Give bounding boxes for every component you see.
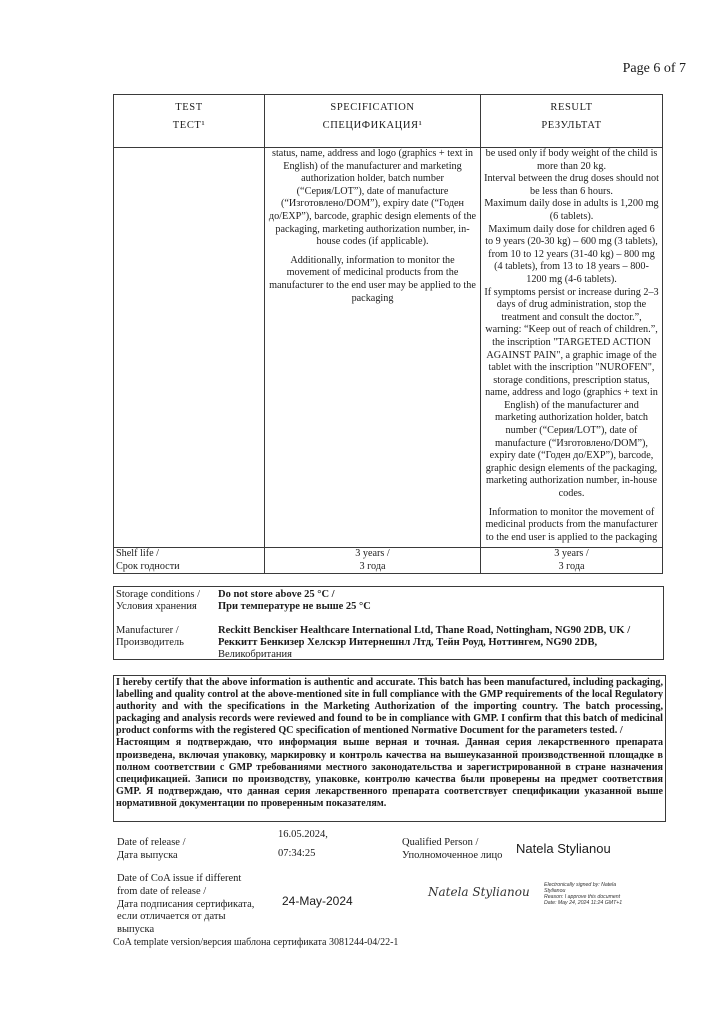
shelf-life-spec	[265, 548, 481, 574]
manufacturer-value-en: Reckitt Benckiser Healthcare International Ltd, Thane Road, Nottingham, NG90 2DB, UK /	[218, 625, 631, 636]
shelf-life-label	[114, 548, 265, 574]
release-label-ru: Дата выпуска	[117, 850, 178, 861]
page-number: Page 6 of 7	[622, 61, 686, 76]
specification-text-2: Additionally, information to monitor the movement of medicinal products from the manufacturer to the end user may be applied to the packaging	[269, 254, 476, 304]
electronic-signature: Natela Stylianou	[428, 885, 530, 899]
shelf-life-result-ru: 3 года	[558, 560, 585, 572]
header-specification	[265, 95, 481, 148]
header-specification-ru: СПЕЦИФИКАЦИЯ¹	[322, 120, 423, 131]
table-row-shelf-life	[114, 548, 663, 574]
certification-statement	[113, 675, 666, 822]
header-test-ru: ТЕСТ¹	[172, 120, 206, 131]
template-version-footer: CoA template version/версия шаблона сертификата 3081244-04/22-1	[113, 937, 399, 948]
header-specification-en: SPECIFICATION	[330, 102, 415, 113]
result-line-5: If symptoms persist or increase during 2–3 days of drug administration, stop the treatment and consult the doctor.”, warning: “Keep out of reach of children.”, the inscription "TARGETED ACTION AGAINST PAIN", a graphic image of the tablet with the inscription "NUROFEN", storage conditions, prescription status, name, address and logo (graphics + text in English) of the manufacturer and marketing authorization holder, batch number (“Серия/LOT”), date of manufacture (“Изготовлено/DOM”), expiry date (“Годен до/EXP”), barcode, graphic design elements of the packaging, marketing authorization number, in-house codes.	[484, 286, 659, 500]
shelf-life-result-en: 3 years /	[554, 548, 589, 559]
coa-issue-label-5: выпуска	[117, 924, 155, 935]
storage-value-ru: При температуре не выше 25 °C	[218, 601, 371, 612]
release-label-en: Date of release /	[117, 837, 186, 848]
manufacturer-label-en: Manufacturer /	[116, 625, 179, 636]
test-cell-empty	[114, 148, 265, 548]
manufacturer-value-ru-2: Великобритания	[218, 649, 292, 660]
header-result-en: RESULT	[550, 102, 593, 113]
storage-value-en: Do not store above 25 °C /	[218, 589, 335, 600]
manufacturer-value-ru-1: Реккитт Бенкизер Хелскэр Интернешнл Лтд, Тейн Роуд, Ноттингем, NG90 2DB,	[218, 637, 598, 648]
table-row-labelling	[114, 148, 663, 548]
header-result	[481, 95, 663, 148]
shelf-life-spec-en: 3 years /	[355, 548, 390, 559]
result-line-4: Maximum daily dose for children aged 6 to 9 years (20-30 kg) – 600 mg (3 tablets), from 10 to 12 years (31-40 kg) – 800 mg (4 tablets), from 13 to 18 years – 800-1200 mg (4-6 tablets).	[485, 223, 658, 285]
storage-manufacturer-box	[113, 586, 664, 660]
qp-label-ru: Уполномоченное лицо	[402, 850, 503, 861]
header-test-en: TEST	[175, 102, 203, 113]
esign-details	[544, 882, 622, 906]
shelf-life-label-en: Shelf life /	[116, 548, 160, 559]
storage-label-ru: Условия хранения	[116, 601, 197, 612]
shelf-life-result	[481, 548, 663, 574]
specification-text-1: status, name, address and logo (graphics + text in English) of the manufacturer and marketing authorization holder, batch number (“Серия/LOT”), date of manufacture (“Изготовлено/DOM”), expiry date (“Годен до/EXP”), barcode, graphic design elements of the packaging, marketing authorization number, in-house codes (if applicable).	[268, 148, 477, 248]
coa-issue-label-3: Дата подписания сертификата,	[117, 899, 255, 910]
qp-name: Natela Stylianou	[516, 841, 611, 856]
header-result-ru: РЕЗУЛЬТАТ	[541, 120, 602, 131]
shelf-life-label-ru: Срок годности	[116, 560, 180, 572]
esign-line-2: Stylianou	[544, 888, 566, 894]
header-test	[114, 95, 265, 148]
esign-line-1: Electronically signed by: Natela	[544, 882, 617, 888]
coa-issue-label-1: Date of CoA issue if different	[117, 873, 242, 884]
coa-issue-label-4: если отличается от даты	[117, 911, 226, 922]
result-line-2: Interval between the drug doses should not be less than 6 hours.	[484, 173, 659, 197]
certification-ru: Настоящим я подтверждаю, что информация выше верная и точная. Данная серия лекарственного препарата произведена, включая упаковку, маркировку и контроль качества на вышеуказанной производственной площадке в полном соответствии с GMP требованиями местного законодательства и зарегистрированной в стране назначения спецификацией. Записи по производству, упаковке, контролю качества были проверены на предмет соответствия GMP. Я подтверждаю, что данная серия лекарственного препарата соответствует спецификации указанной выше нормативной документации по проверенным показателям.	[116, 737, 663, 809]
coa-issue-label-2: from date of release /	[117, 886, 207, 897]
specification-table	[113, 94, 663, 574]
release-time: 07:34:25	[278, 848, 316, 859]
release-date: 16.05.2024,	[278, 829, 328, 840]
specification-cell	[265, 148, 481, 548]
shelf-life-spec-ru: 3 года	[359, 560, 386, 572]
result-line-3: Maximum daily dose in adults is 1,200 mg (6 tablets).	[484, 198, 659, 222]
coa-issue-date: 24-May-2024	[282, 894, 353, 908]
esign-line-4: Date: May 24, 2024 11:24 GMT+1	[544, 900, 623, 906]
result-cell	[481, 148, 663, 548]
result-text-2: Information to monitor the movement of medicinal products from the manufacturer to the end user is applied to the packaging	[485, 506, 658, 543]
result-line-1: be used only if body weight of the child is more than 20 kg.	[485, 148, 658, 172]
table-header-row	[114, 95, 663, 148]
qp-label-en: Qualified Person /	[402, 837, 479, 848]
certification-en: I hereby certify that the above information is authentic and accurate. This batch has been manufactured, including packaging, labelling and quality control at the above-mentioned site in full compliance with the GMP requirements of the local Regulatory authority and with the specifications in the Marketing Authorization of the importing country. The batch processing, packaging and analysis records were reviewed and found to be in compliance with GMP. I confirm that this batch of medicinal product conforms with the registered QC specification of mentioned Normative Document for the parameters tested. /	[116, 677, 663, 737]
storage-label-en: Storage conditions /	[116, 589, 200, 600]
esign-line-3: Reason: I approve this document	[544, 894, 621, 900]
manufacturer-label-ru: Производитель	[116, 637, 184, 648]
